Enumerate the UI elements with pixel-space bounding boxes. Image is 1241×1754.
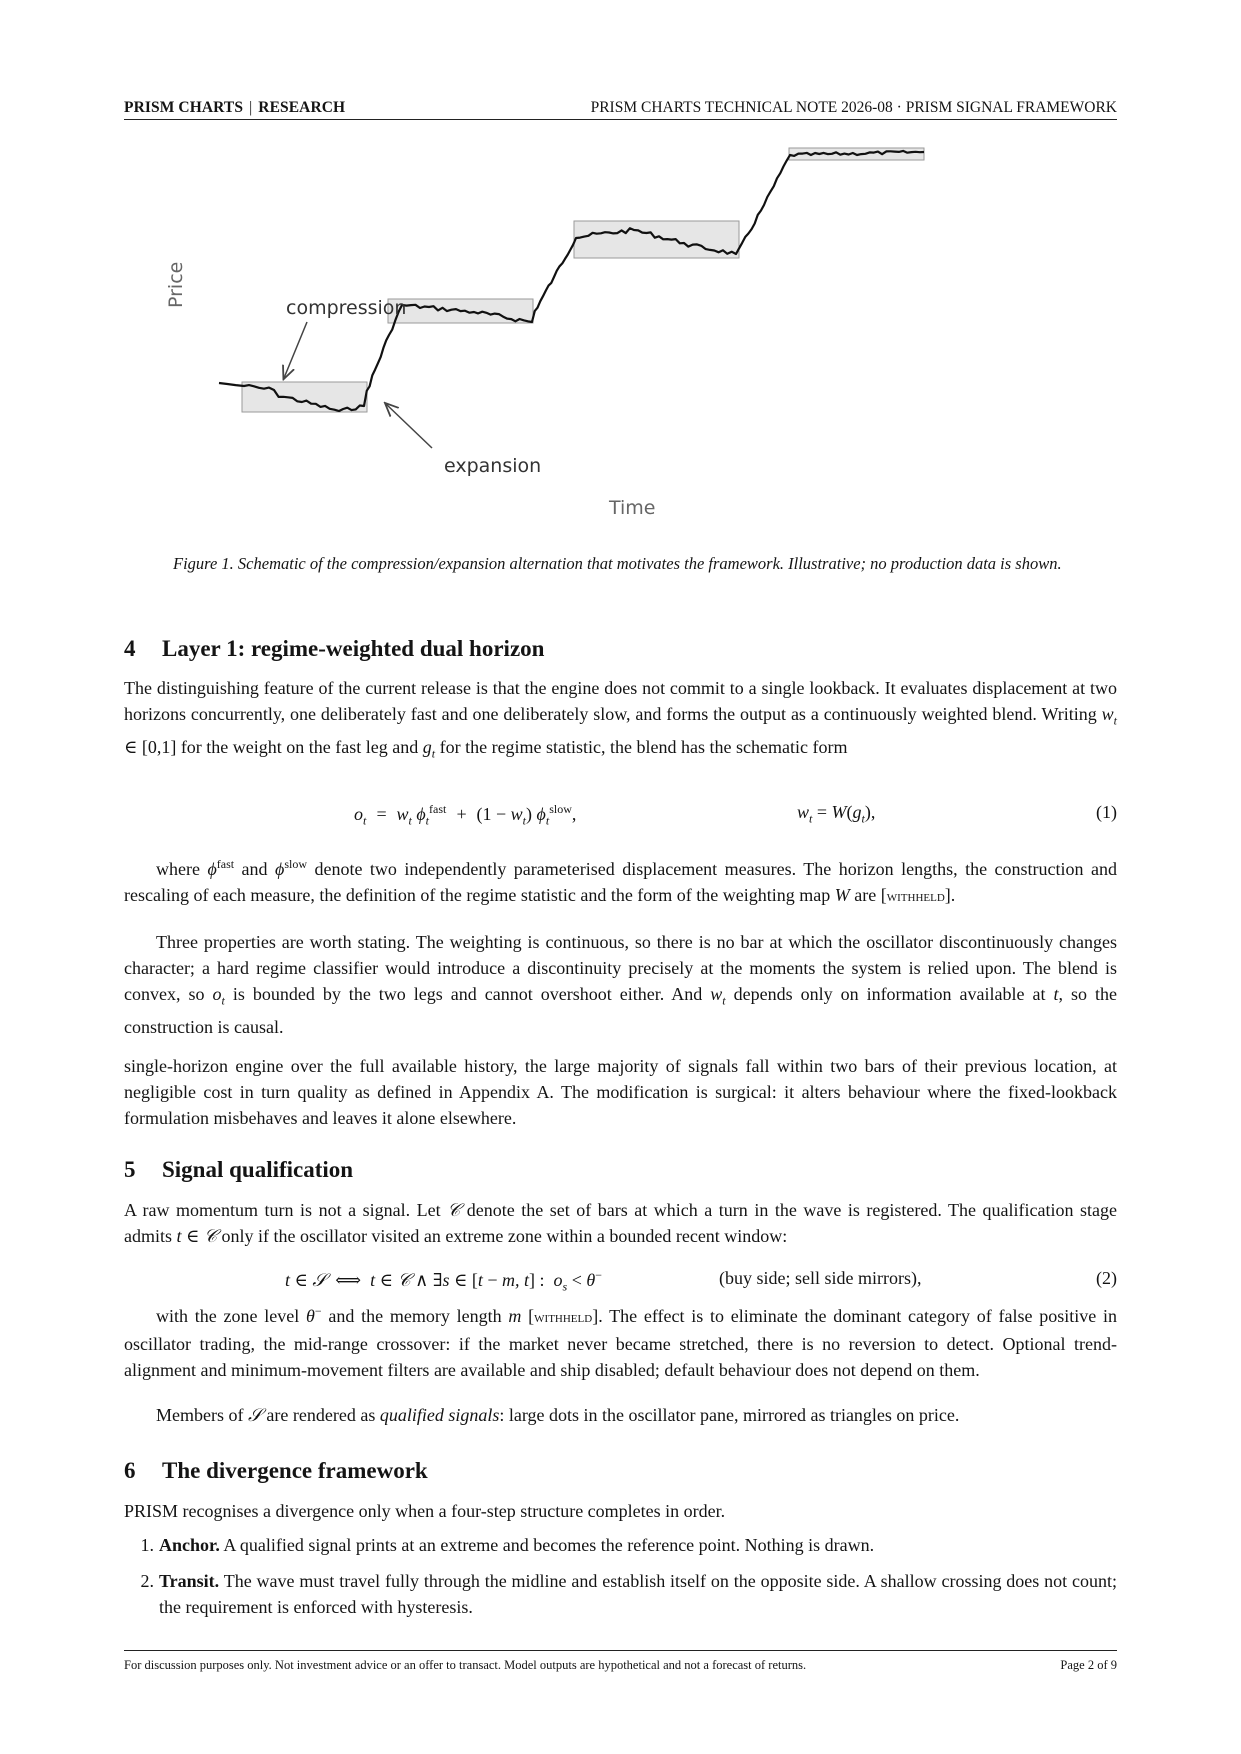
section-5-heading: 5 Signal qualification <box>124 1157 354 1182</box>
section-4-heading: 4 Layer 1: regime-weighted dual horizon <box>124 636 545 661</box>
header-note: PRISM CHARTS TECHNICAL NOTE 2026-08 · PRISM SIGNAL FRAMEWORK <box>590 99 1117 116</box>
section-4-paragraph-2: where $\phi^{fast}$ and $\phi^{slow}$ denote two independently parameterised displacement measures. The horizon lengths, the construction and rescaling of each measure, the definition of the regime statistic and the form of the weighting map W are [withheld]. <box>124 857 1117 905</box>
equation-1-weight: $w_t = W(g_t)$, <box>797 802 876 826</box>
regime-box-3 <box>574 221 739 258</box>
section-4-paragraph-3: Three properties are worth stating. The weighting is continuous, so there is no bar at which the oscillator discontinuously changes character; a hard regime classifier would introduce a discontinuity precisely at the moments the system is relied upon. The blend is convex, so $o_t$ is bounded by the two legs and cannot overshoot either. And $w_t$ depends only on information available at t, so the construction is causal. <box>124 932 1118 1037</box>
y-axis-label: Price <box>165 261 187 308</box>
x-axis-label: Time <box>609 497 656 519</box>
section-6-intro: PRISM recognises a divergence only when a four-step structure completes in order. <box>124 1501 726 1521</box>
header-brand: PRISM CHARTS | RESEARCH <box>124 99 346 116</box>
equation-1: $o_t = w_t$ $\phi_t^{fast} + (1 - w_t)$ $\phi_t^{slow}$, <box>354 802 577 828</box>
expansion-arrow <box>386 404 432 448</box>
list-item-anchor: 1. Anchor. A qualified signal prints at an extreme and becomes the reference point. Nothing is drawn. <box>140 1535 875 1555</box>
footer-disclaimer: For discussion purposes only. Not investment advice or an offer to transact. Model outputs are hypothetical and not a forecast of returns. <box>124 1658 807 1672</box>
section-4-paragraph-4: single-horizon engine over the full available history, the large majority of signals fall within two bars of their previous location, at negligible cost in turn quality as defined in Appendix A. The modification is surgical: it alters behaviour where the fixed-lookback formulation misbehaves and leaves it alone elsewhere. <box>124 1056 1117 1128</box>
page-footer <box>124 1650 1117 1673</box>
price-line <box>219 151 924 411</box>
equation-1-number: (1) <box>1096 802 1117 822</box>
section-5-paragraph-2: with the zone level θ− and the memory length m [withheld]. The effect is to eliminate the dominant category of false positive in oscillator trading, the mid-range crossover: if the market never became stretched, there is no reversion to detect. Optional trend-alignment and minimum-movement filters are available and ship disabled; default behaviour does not depend on them. <box>124 1304 1118 1380</box>
figure-caption: Figure 1. Schematic of the compression/expansion alternation that motivates the framework. Illustrative; no production data is shown. <box>173 554 1062 573</box>
equation-2-note: (buy side; sell side mirrors), <box>719 1268 922 1288</box>
section-5-paragraph-1: A raw momentum turn is not a signal. Let 𝒞 denote the set of bars at which a turn in the wave is registered. The qualification stage admits t ∈ 𝒞 only if the oscillator visited an extreme zone within a bounded recent window: <box>124 1200 1117 1246</box>
regime-schematic <box>124 150 1117 535</box>
section-6-heading: 6 The divergence framework <box>124 1458 428 1483</box>
running-header <box>124 97 1117 120</box>
compression-arrow <box>284 322 307 378</box>
compression-label: compression <box>286 297 407 319</box>
section-4-paragraph-1: The distinguishing feature of the current release is that the engine does not commit to a single lookback. It evaluates displacement at two horizons concurrently, one deliberately fast and one deliberately slow, and forms the output as a continuously weighted blend. Writing $w_t$ ∈ [0,1] for the weight on the fast leg and $g_t$ for the regime statistic, the blend has the schematic form <box>124 678 1117 761</box>
equation-2: t ∈ 𝒮 ⟺ t ∈ 𝒞 ∧ ∃s ∈ [t − m, t] : $o_s < \theta^-$ <box>285 1268 602 1294</box>
equation-2-number: (2) <box>1096 1268 1117 1288</box>
page-number: Page 2 of 9 <box>1060 1658 1117 1672</box>
expansion-label: expansion <box>444 455 542 477</box>
figure-1 <box>124 150 1117 535</box>
list-item-transit: 2. Transit. The wave must travel fully through the midline and establish itself on the opposite side. A shallow crossing does not count; the requirement is enforced with hysteresis. <box>140 1571 1117 1617</box>
section-5-paragraph-3: Members of 𝒮 are rendered as qualified signals: large dots in the oscillator pane, mirrored as triangles on price. <box>156 1405 960 1425</box>
